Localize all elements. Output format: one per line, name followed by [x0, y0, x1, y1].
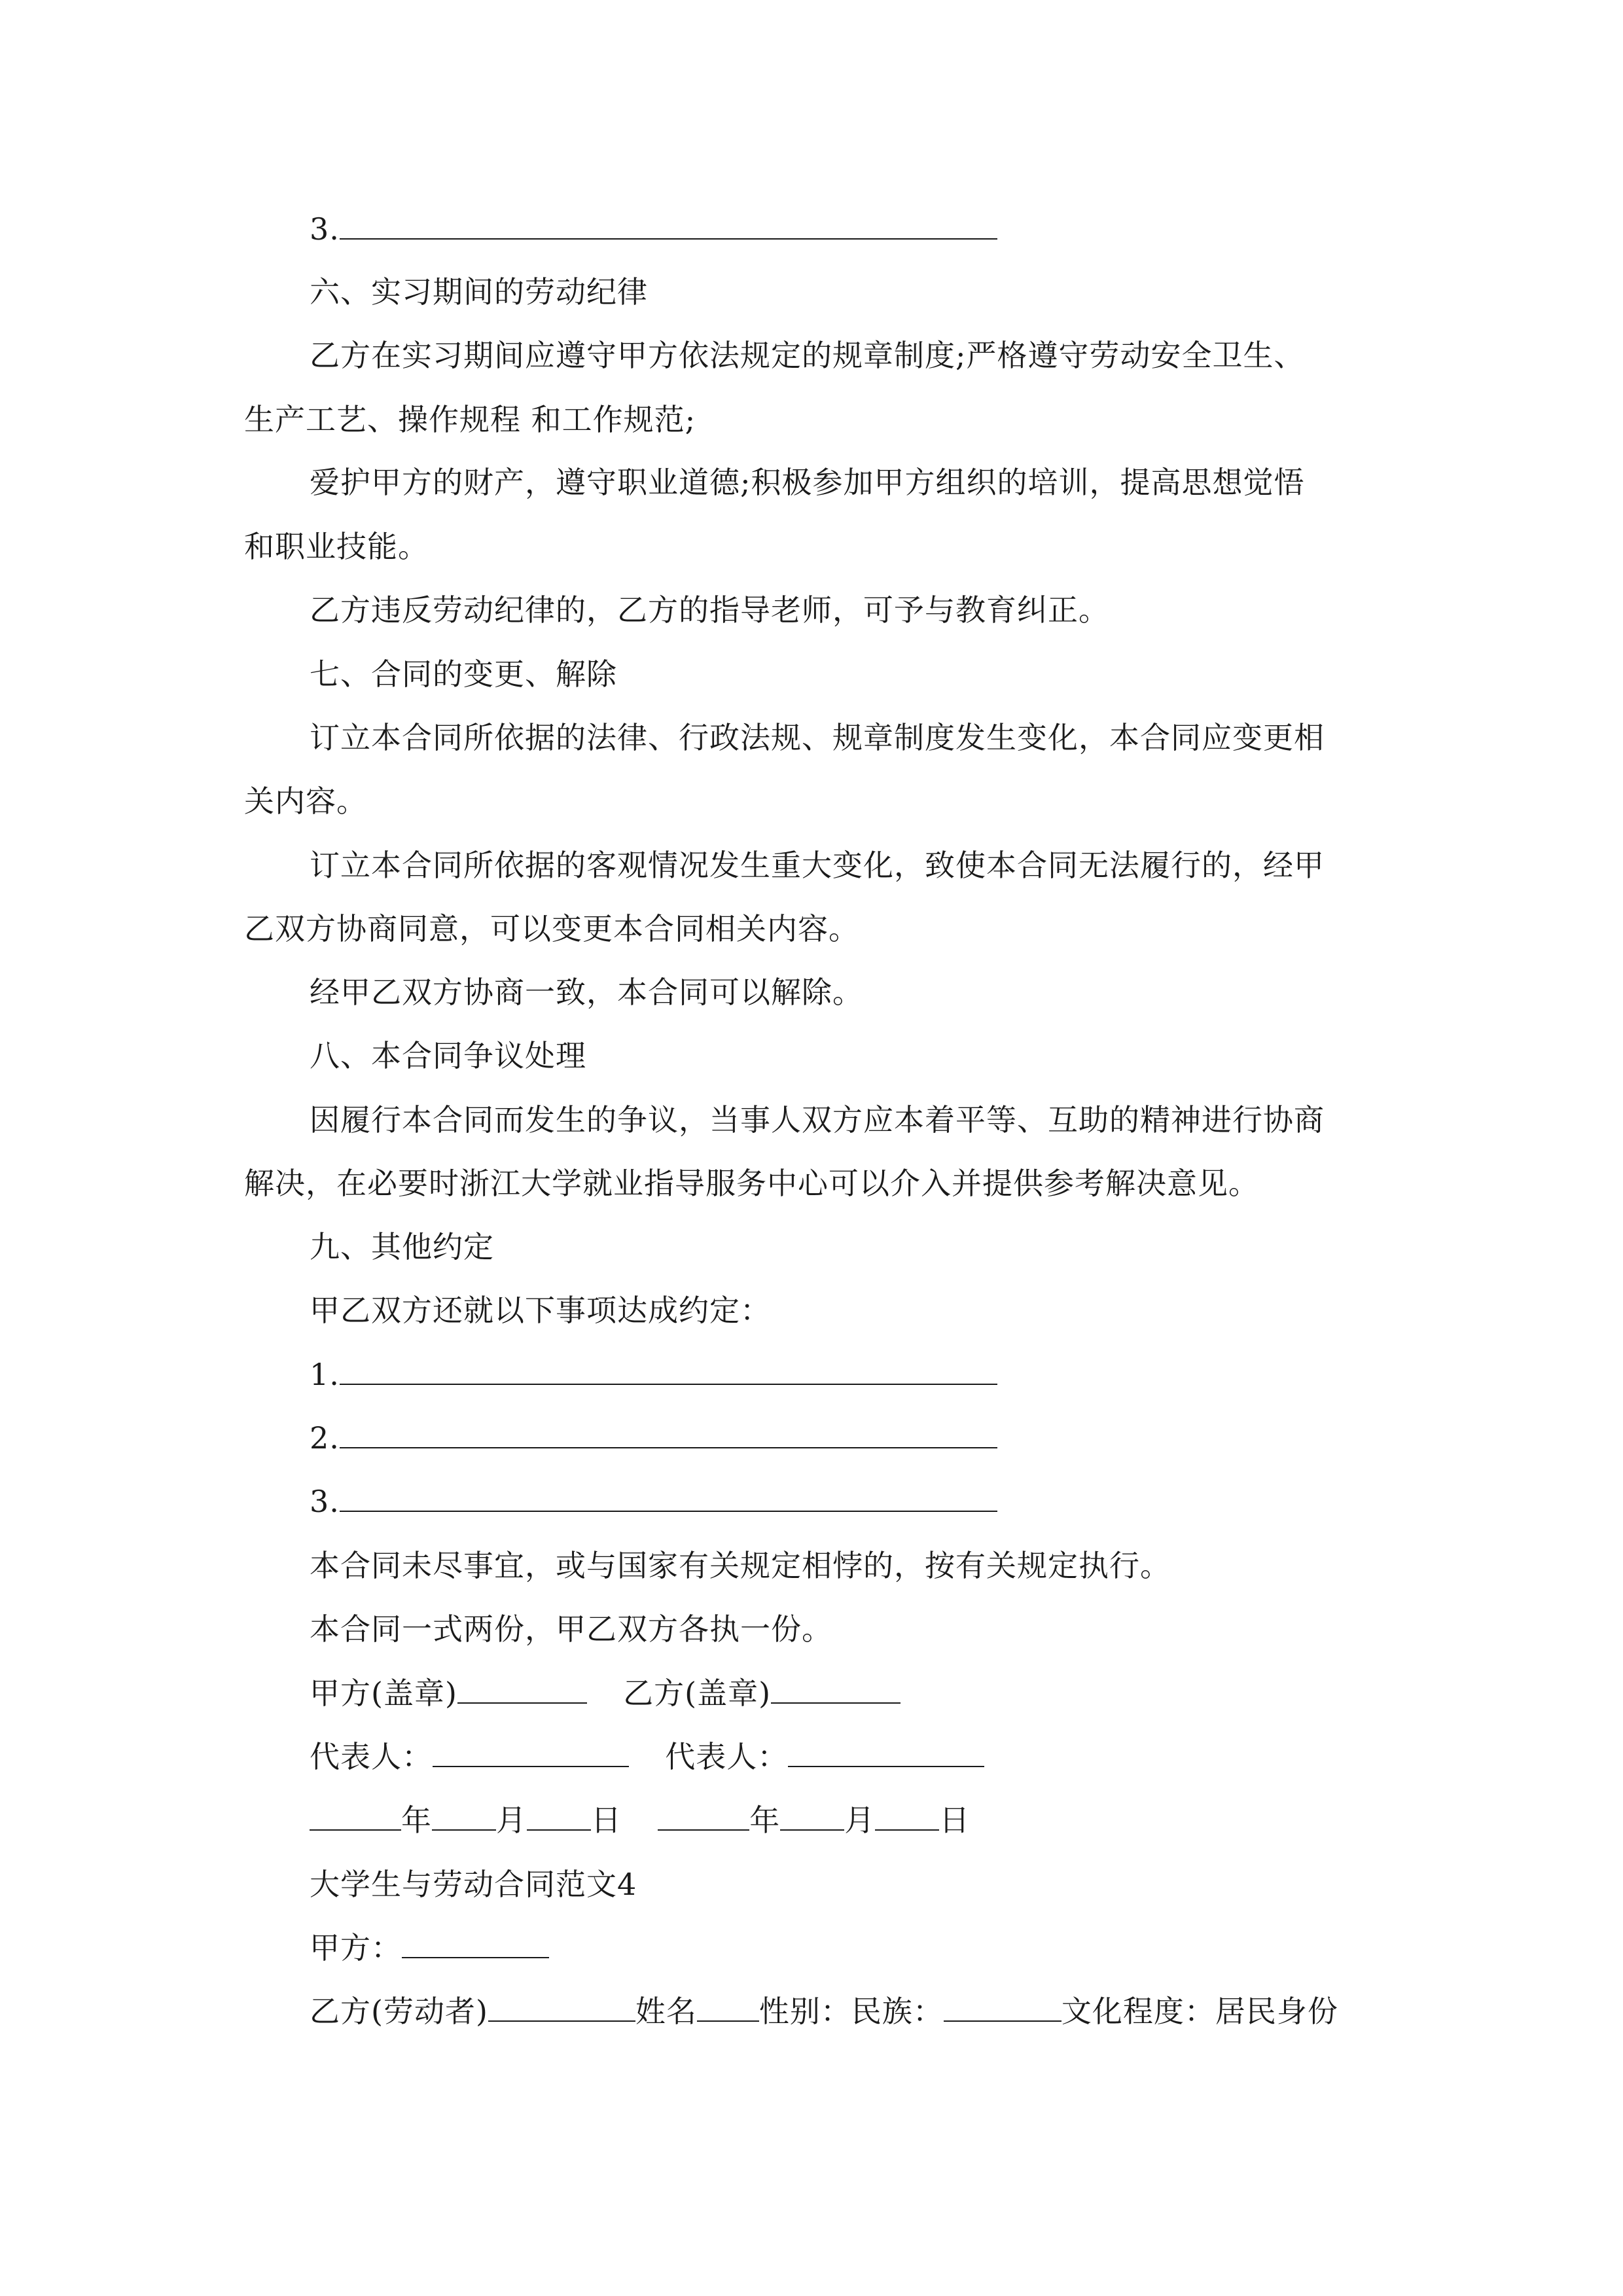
- section-heading-9: 九、其他约定: [310, 1229, 494, 1265]
- day-label: 日: [939, 1803, 971, 1838]
- paragraph-line: 甲乙双方还就以下事项达成约定：: [310, 1293, 771, 1328]
- paragraph-line: 生产工艺、操作规程 和工作规范;: [244, 402, 696, 437]
- fill-in-blank: [340, 1482, 997, 1512]
- party-a-representative-blank: [433, 1737, 629, 1767]
- party-b-seal-label: 乙方(盖章): [623, 1676, 772, 1711]
- day-label: 日: [591, 1803, 622, 1838]
- paragraph-line: 乙方在实习期间应遵守甲方依法规定的规章制度;严格遵守劳动安全卫生、: [310, 338, 1305, 373]
- paragraph-line: 订立本合同所依据的客观情况发生重大变化，致使本合同无法履行的，经甲: [310, 848, 1325, 883]
- item-number: 3.: [310, 1484, 340, 1519]
- gender-ethnicity-label: 性别：民族：: [758, 1994, 944, 2029]
- clause-blank-1: [310, 1355, 997, 1394]
- party-b-seal-blank: [771, 1674, 901, 1704]
- party-a-seal-label: 甲方(盖章): [310, 1676, 457, 1711]
- party-b-info-row: [310, 1992, 1338, 2031]
- party-b-label: 乙方(劳动者): [310, 1994, 488, 2029]
- party-b-blank: [488, 1992, 635, 2022]
- month-label: 月: [844, 1803, 876, 1838]
- date-row: [310, 1801, 970, 1840]
- paragraph-line: 和职业技能。: [244, 529, 429, 564]
- fill-in-blank: [340, 209, 997, 240]
- section-heading-7: 七、合同的变更、解除: [310, 656, 617, 692]
- paragraph-line: 乙双方协商同意，可以变更本合同相关内容。: [244, 911, 859, 946]
- section-heading-8: 八、本合同争议处理: [310, 1038, 586, 1073]
- party-a-day-blank: [527, 1801, 591, 1831]
- party-b-month-blank: [780, 1801, 844, 1831]
- paragraph-line: 本合同未尽事宜，或与国家有关规定相悖的，按有关规定执行。: [310, 1548, 1171, 1583]
- name-label: 姓名: [635, 1994, 697, 2029]
- education-id-label: 文化程度：居民身份: [1061, 1994, 1338, 2029]
- sample-title: 大学生与劳动合同范文4: [310, 1867, 637, 1902]
- clause-blank-3: [310, 1482, 997, 1521]
- paragraph-line: 解决，在必要时浙江大学就业指导服务中心可以介入并提供参考解决意见。: [244, 1166, 1259, 1201]
- year-label: 年: [401, 1803, 432, 1838]
- party-b-representative-label: 代表人：: [665, 1739, 789, 1774]
- representative-row: [310, 1737, 984, 1776]
- clause-blank-3-top: [310, 209, 997, 249]
- party-a-blank: [402, 1928, 549, 1958]
- party-a-seal-blank: [457, 1674, 587, 1704]
- paragraph-line: 订立本合同所依据的法律、行政法规、规章制度发生变化，本合同应变更相: [310, 720, 1325, 755]
- month-label: 月: [496, 1803, 527, 1838]
- party-b-year-blank: [658, 1801, 749, 1831]
- fill-in-blank: [340, 1418, 997, 1448]
- section-heading-6: 六、实习期间的劳动纪律: [310, 274, 648, 310]
- party-a-year-blank: [310, 1801, 401, 1831]
- fill-in-blank: [340, 1355, 997, 1385]
- party-a-month-blank: [432, 1801, 496, 1831]
- party-b-day-blank: [875, 1801, 939, 1831]
- paragraph-line: 经甲乙双方协商一致，本合同可以解除。: [310, 975, 863, 1010]
- ethnicity-blank: [944, 1992, 1061, 2022]
- party-a-representative-label: 代表人：: [310, 1739, 433, 1774]
- party-b-representative-blank: [788, 1737, 984, 1767]
- paragraph-line: 本合同一式两份，甲乙双方各执一份。: [310, 1611, 832, 1647]
- item-number: 3.: [310, 211, 340, 247]
- name-blank: [697, 1992, 759, 2022]
- item-number: 1.: [310, 1357, 340, 1392]
- clause-blank-2: [310, 1418, 997, 1458]
- year-label: 年: [749, 1803, 781, 1838]
- paragraph-line: 乙方违反劳动纪律的，乙方的指导老师，可予与教育纠正。: [310, 592, 1109, 628]
- paragraph-line: 因履行本合同而发生的争议，当事人双方应本着平等、互助的精神进行协商: [310, 1102, 1325, 1138]
- paragraph-line: 爱护甲方的财产，遵守职业道德;积极参加甲方组织的培训，提高思想觉悟: [310, 465, 1305, 500]
- seal-signature-row: [310, 1674, 901, 1713]
- paragraph-line: 关内容。: [244, 783, 367, 819]
- party-a-row: [310, 1928, 549, 1967]
- party-a-label: 甲方：: [310, 1930, 402, 1965]
- item-number: 2.: [310, 1420, 340, 1456]
